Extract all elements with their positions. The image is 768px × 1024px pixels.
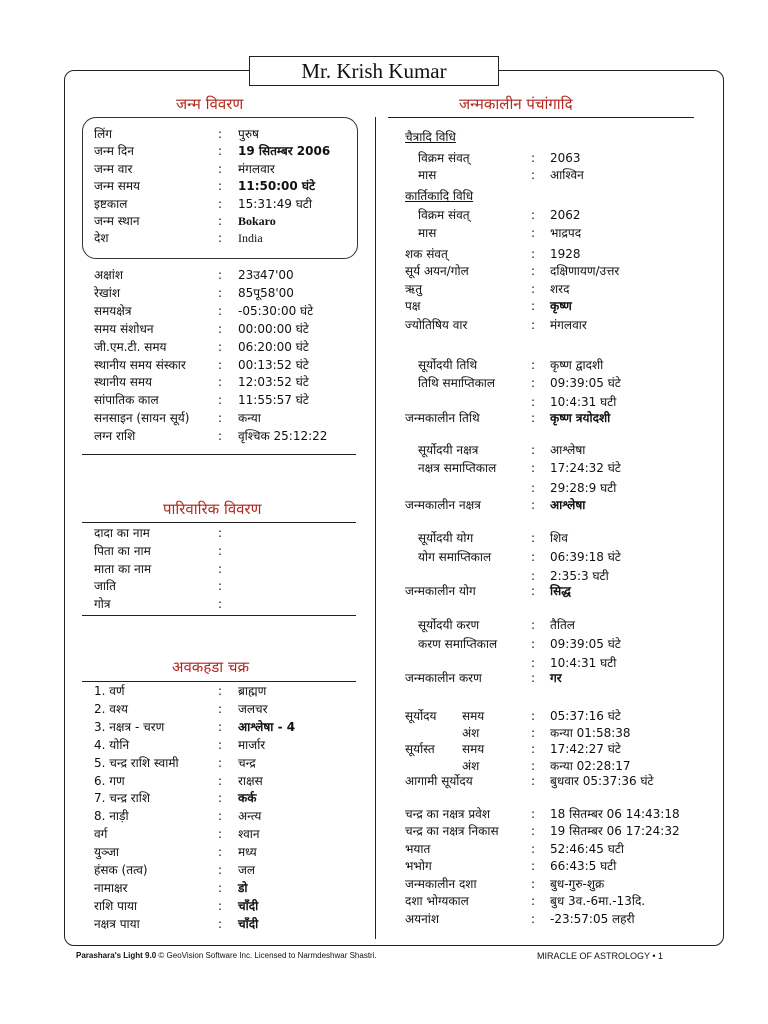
row-label: 3. नक्षत्र - चरण xyxy=(94,719,165,734)
row-label: जन्म स्थान xyxy=(94,214,140,228)
row-separator: : xyxy=(531,912,536,926)
row-label: पिता का नाम xyxy=(94,543,151,558)
row-separator: : xyxy=(531,299,536,313)
row-value: आश्लेषा xyxy=(550,498,586,512)
row-value: कर्क xyxy=(238,791,257,806)
row-value: तैतिल xyxy=(550,618,575,632)
row-value: सिद्ध xyxy=(550,584,571,598)
row-separator: : xyxy=(531,168,536,182)
row-separator: : xyxy=(218,429,223,444)
row-separator: : xyxy=(218,196,223,211)
row-separator: : xyxy=(218,863,223,877)
row-label: लिंग xyxy=(94,127,113,141)
row-separator: : xyxy=(218,375,223,390)
row-value: 19 सितम्बर 06 17:24:32 xyxy=(550,824,680,838)
page-title: Mr. Krish Kumar xyxy=(249,56,499,86)
divider xyxy=(388,117,694,118)
row-separator: : xyxy=(531,742,536,756)
row-value: आश्लेषा - 4 xyxy=(238,719,296,734)
row-separator: : xyxy=(531,569,536,583)
row-value: 00:00:00 घंटे xyxy=(238,321,309,336)
row-label: भभोग xyxy=(405,859,432,873)
row-separator: : xyxy=(218,339,223,354)
row-separator: : xyxy=(531,247,536,261)
row-label: जाति xyxy=(94,579,116,594)
row-value: 17:42:27 घंटे xyxy=(550,742,621,756)
row-separator: : xyxy=(531,774,536,788)
row-value: 09:39:05 घंटे xyxy=(550,376,621,390)
row-separator: : xyxy=(218,719,223,734)
row-label: लग्न राशि xyxy=(94,429,136,444)
row-label: सूर्योदयी करण xyxy=(418,618,480,632)
row-label: नक्षत्र पाया xyxy=(94,916,140,931)
row-label: समय संशोधन xyxy=(94,321,154,336)
row-separator: : xyxy=(531,584,536,598)
row-value: आश्लेषा xyxy=(550,443,586,457)
row-value: -05:30:00 घंटे xyxy=(238,303,314,318)
row-value: डो xyxy=(238,880,248,895)
row-separator: : xyxy=(218,773,223,788)
row-label: पक्ष xyxy=(405,299,421,313)
row-value: -23:57:05 लहरी xyxy=(550,912,635,926)
row-value: पुरुष xyxy=(238,127,259,141)
row-value: चन्द्र xyxy=(238,755,256,770)
family-details-heading: पारिवारिक विवरण xyxy=(163,500,262,518)
row-value: जल xyxy=(238,863,256,877)
row-separator: : xyxy=(218,285,223,300)
row-separator: : xyxy=(531,807,536,821)
row-value: चाँदी xyxy=(238,898,259,913)
row-separator: : xyxy=(531,759,536,773)
row-value: India xyxy=(238,231,263,246)
row-value: Bokaro xyxy=(238,214,276,228)
row-separator: : xyxy=(218,179,223,194)
row-label: मास xyxy=(418,226,437,240)
row-value: मंगलवार xyxy=(238,161,275,176)
row-value: श्वान xyxy=(238,827,260,842)
row-value: 1928 xyxy=(550,247,581,261)
row-sublabel: अंश xyxy=(462,726,480,740)
row-label: सांपातिक काल xyxy=(94,393,159,408)
row-value: मंगलवार xyxy=(550,318,587,332)
row-value: 52:46:45 घटी xyxy=(550,842,624,856)
row-separator: : xyxy=(218,898,223,913)
row-separator: : xyxy=(218,214,223,228)
row-separator: : xyxy=(218,701,223,716)
row-value: 09:39:05 घंटे xyxy=(550,637,621,651)
row-value: 18 सितम्बर 06 14:43:18 xyxy=(550,807,680,821)
row-label: मास xyxy=(418,168,437,182)
row-separator: : xyxy=(531,656,536,670)
row-value: कन्या 01:58:38 xyxy=(550,726,631,740)
row-value: 29:28:9 घटी xyxy=(550,481,617,495)
row-separator: : xyxy=(218,561,223,576)
footer-credit xyxy=(76,951,377,960)
avakahada-heading: अवकहडा चक्र xyxy=(172,658,250,676)
row-value: 06:39:18 घंटे xyxy=(550,550,621,564)
footer-page-label: MIRACLE OF ASTROLOGY • 1 xyxy=(537,951,664,961)
row-label: जन्मकालीन योग xyxy=(405,584,476,598)
row-label: जन्मकालीन करण xyxy=(405,671,482,685)
column-divider xyxy=(375,117,376,939)
row-separator: : xyxy=(531,550,536,564)
row-label: माता का नाम xyxy=(94,561,152,576)
row-value: शिव xyxy=(550,531,568,545)
row-value: कन्या xyxy=(238,411,261,426)
row-separator: : xyxy=(218,597,223,612)
divider xyxy=(82,522,356,523)
row-separator: : xyxy=(218,543,223,558)
row-label: विक्रम संवत् xyxy=(418,208,470,222)
row-separator: : xyxy=(218,268,223,282)
row-value: 2063 xyxy=(550,151,581,165)
birth-details-heading: जन्म विवरण xyxy=(176,95,244,113)
row-label: सूर्योदय xyxy=(405,709,437,723)
row-separator: : xyxy=(218,755,223,770)
row-label: 5. चन्द्र राशि स्वामी xyxy=(94,755,179,770)
row-label: भयात xyxy=(405,842,431,856)
row-sublabel: समय xyxy=(462,742,485,756)
row-label: गोत्र xyxy=(94,597,111,612)
row-separator: : xyxy=(531,531,536,545)
row-label: 6. गण xyxy=(94,773,125,788)
row-label: दशा भोग्यकाल xyxy=(405,894,469,908)
row-separator: : xyxy=(531,618,536,632)
row-value: 06:20:00 घंटे xyxy=(238,339,309,354)
row-value: राक्षस xyxy=(238,773,263,788)
row-label: युञ्जा xyxy=(94,845,119,860)
row-label: 2. वश्य xyxy=(94,701,128,716)
copyright-text: © GeoVision Software Inc. Licensed to Narmdeshwar Shastri. xyxy=(158,951,377,960)
row-separator: : xyxy=(531,151,536,165)
row-label: सूर्य अयन/गोल xyxy=(405,264,469,278)
row-value: 11:50:00 घंटे xyxy=(238,179,316,194)
row-label: सूर्यास्त xyxy=(405,742,435,756)
row-value: 05:37:16 घंटे xyxy=(550,709,621,723)
row-value: 17:24:32 घंटे xyxy=(550,461,621,475)
divider xyxy=(82,681,356,682)
row-separator: : xyxy=(531,824,536,838)
row-label: चन्द्र का नक्षत्र निकास xyxy=(405,824,499,838)
row-value: 66:43:5 घटी xyxy=(550,859,617,873)
row-separator: : xyxy=(531,859,536,873)
row-separator: : xyxy=(531,264,536,278)
row-label: जन्मकालीन दशा xyxy=(405,877,477,891)
row-value: 11:55:57 घंटे xyxy=(238,393,309,408)
row-label: जी.एम.टी. समय xyxy=(94,339,167,354)
row-separator: : xyxy=(531,671,536,685)
row-value: कन्या 02:28:17 xyxy=(550,759,631,773)
row-value: दक्षिणायण/उत्तर xyxy=(550,264,620,278)
row-separator: : xyxy=(218,231,223,246)
row-label: चन्द्र का नक्षत्र प्रवेश xyxy=(405,807,491,821)
row-label: इष्टकाल xyxy=(94,196,128,211)
row-label: शक संवत् xyxy=(405,247,448,261)
row-separator: : xyxy=(218,791,223,806)
panchang-heading: जन्मकालीन पंचांगादि xyxy=(459,95,573,113)
row-label: सूर्योदयी तिथि xyxy=(418,358,478,372)
row-label: 1. वर्ण xyxy=(94,684,125,698)
row-label: विक्रम संवत् xyxy=(418,151,470,165)
row-separator: : xyxy=(531,637,536,651)
row-label: सूर्योदयी योग xyxy=(418,531,474,545)
row-separator: : xyxy=(531,726,536,740)
row-label: जन्म दिन xyxy=(94,144,134,159)
row-value: बुधवार 05:37:36 घंटे xyxy=(550,774,654,788)
row-value: 00:13:52 घंटे xyxy=(238,357,309,372)
row-separator: : xyxy=(531,842,536,856)
row-value: 2:35:3 घटी xyxy=(550,569,609,583)
app-name: Parashara's Light 9.0 xyxy=(76,951,157,960)
row-label: जन्मकालीन तिथि xyxy=(405,411,480,425)
row-value: 85पू58'00 xyxy=(238,285,294,300)
row-label: देश xyxy=(94,231,109,246)
row-separator: : xyxy=(218,737,223,752)
row-value: चाँदी xyxy=(238,916,259,931)
row-separator: : xyxy=(531,877,536,891)
row-label: सनसाइन (सायन सूर्य) xyxy=(94,411,190,426)
row-separator: : xyxy=(218,684,223,698)
row-value: कृष्ण द्वादशी xyxy=(550,358,604,372)
row-value: बुध 3व.-6मा.-13दि. xyxy=(550,894,646,908)
row-separator: : xyxy=(531,208,536,222)
row-separator: : xyxy=(218,526,223,540)
row-label: 8. नाड़ी xyxy=(94,809,129,824)
divider xyxy=(82,454,356,455)
row-value: गर xyxy=(550,671,562,685)
row-separator: : xyxy=(218,579,223,594)
row-label: कार्तिकादि विधि xyxy=(405,189,474,203)
row-label: जन्म वार xyxy=(94,161,133,176)
row-separator: : xyxy=(531,411,536,425)
row-separator: : xyxy=(531,443,536,457)
row-label: 7. चन्द्र राशि xyxy=(94,791,151,806)
row-value: कृष्ण xyxy=(550,299,572,313)
row-separator: : xyxy=(218,393,223,408)
row-separator: : xyxy=(531,318,536,332)
row-value: 23उ47'00 xyxy=(238,268,294,282)
row-value: 10:4:31 घटी xyxy=(550,656,617,670)
row-separator: : xyxy=(218,411,223,426)
row-separator: : xyxy=(218,845,223,860)
row-sublabel: अंश xyxy=(462,759,480,773)
row-label: राशि पाया xyxy=(94,898,138,913)
row-label: सूर्योदयी नक्षत्र xyxy=(418,443,479,457)
row-label: रेखांश xyxy=(94,285,120,300)
row-separator: : xyxy=(218,303,223,318)
row-value: भाद्रपद xyxy=(550,226,582,240)
row-label: 4. योनि xyxy=(94,737,130,752)
row-separator: : xyxy=(218,880,223,895)
row-label: अयनांश xyxy=(405,912,440,926)
row-label: ऋतु xyxy=(405,282,423,296)
row-label: दादा का नाम xyxy=(94,526,150,540)
row-label: ज्योतिषिय वार xyxy=(405,318,468,332)
row-separator: : xyxy=(531,226,536,240)
row-separator: : xyxy=(531,395,536,409)
row-value: जलचर xyxy=(238,701,268,716)
row-label: स्थानीय समय संस्कार xyxy=(94,357,186,372)
row-label: नामाक्षर xyxy=(94,880,128,895)
row-label: हंसक (तत्व) xyxy=(94,863,148,877)
row-separator: : xyxy=(218,916,223,931)
row-separator: : xyxy=(531,282,536,296)
row-separator: : xyxy=(218,127,223,141)
row-sublabel: समय xyxy=(462,709,485,723)
row-separator: : xyxy=(531,498,536,512)
row-separator: : xyxy=(531,461,536,475)
row-label: करण समाप्तिकाल xyxy=(418,637,498,651)
row-label: नक्षत्र समाप्तिकाल xyxy=(418,461,497,475)
row-value: 12:03:52 घंटे xyxy=(238,375,309,390)
row-separator: : xyxy=(218,321,223,336)
row-label: जन्म समय xyxy=(94,179,140,194)
row-value: बुध-गुरु-शुक्र xyxy=(550,877,605,891)
row-value: ब्राह्मण xyxy=(238,684,267,698)
row-separator: : xyxy=(218,809,223,824)
row-separator: : xyxy=(531,376,536,390)
row-separator: : xyxy=(531,358,536,372)
row-separator: : xyxy=(531,481,536,495)
row-label: योग समाप्तिकाल xyxy=(418,550,492,564)
row-label: समयक्षेत्र xyxy=(94,303,132,318)
row-separator: : xyxy=(531,709,536,723)
row-separator: : xyxy=(218,357,223,372)
row-label: स्थानीय समय xyxy=(94,375,152,390)
row-value: वृश्चिक 25:12:22 xyxy=(238,429,328,444)
row-label: जन्मकालीन नक्षत्र xyxy=(405,498,481,512)
row-label: आगामी सूर्योदय xyxy=(405,774,473,788)
row-label: वर्ग xyxy=(94,827,108,842)
row-value: शरद xyxy=(550,282,570,296)
row-value: कृष्ण त्रयोदशी xyxy=(550,411,611,425)
row-value: 2062 xyxy=(550,208,581,222)
row-value: मार्जार xyxy=(238,737,266,752)
row-label: चैत्रादि विधि xyxy=(405,130,456,144)
row-value: 15:31:49 घटी xyxy=(238,196,312,211)
row-separator: : xyxy=(218,144,223,159)
row-label: तिथि समाप्तिकाल xyxy=(418,376,496,390)
row-separator: : xyxy=(218,161,223,176)
row-value: 10:4:31 घटी xyxy=(550,395,617,409)
row-value: आश्विन xyxy=(550,168,584,182)
row-separator: : xyxy=(531,894,536,908)
divider xyxy=(82,615,356,616)
row-separator: : xyxy=(218,827,223,842)
row-label: अक्षांश xyxy=(94,268,124,282)
row-value: अन्त्य xyxy=(238,809,262,824)
row-value: 19 सितम्बर 2006 xyxy=(238,144,331,159)
row-value: मध्य xyxy=(238,845,257,860)
